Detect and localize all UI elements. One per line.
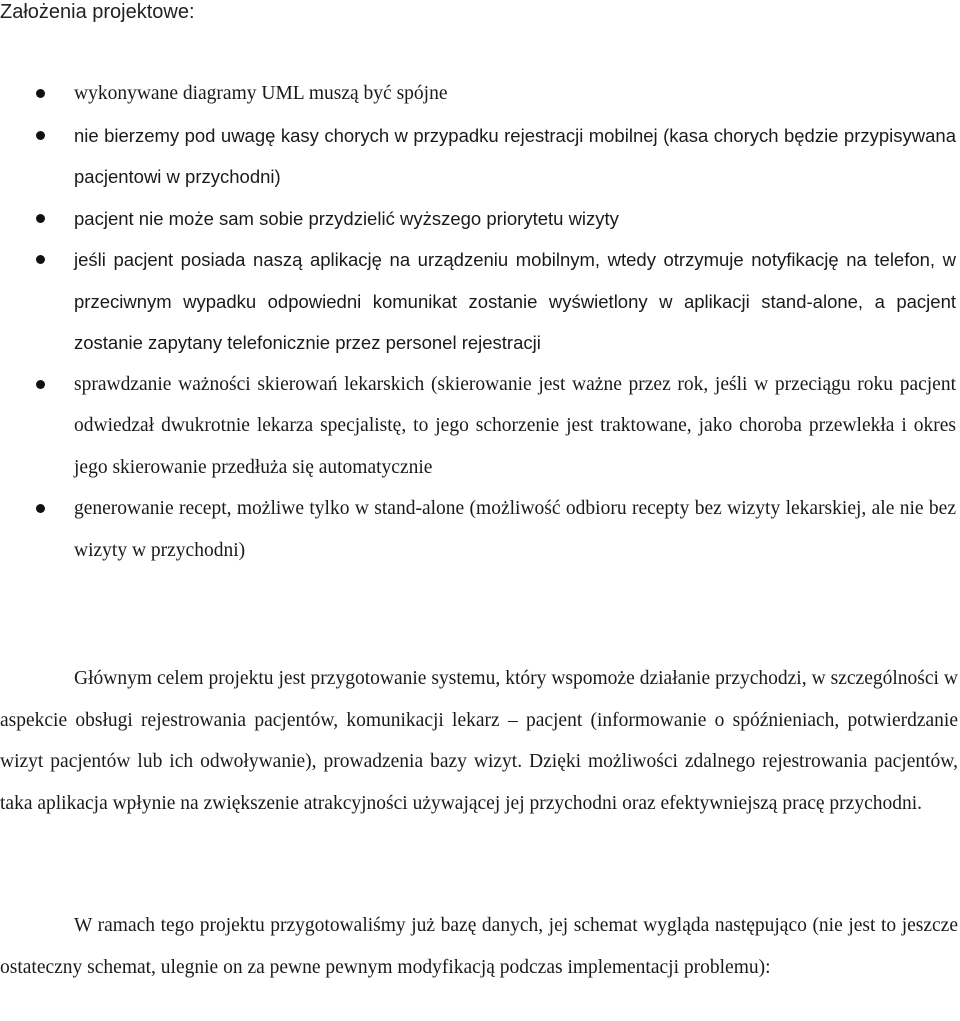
list-item-text: pacjent nie może sam sobie przydzielić wyższego priorytetu wizyty — [74, 207, 619, 229]
database-intro-paragraph: W ramach tego projektu przygotowaliśmy już bazę danych, jej schemat wygląda następująco (nie jest to jeszcze ostateczny schemat, ulegnie on za pewne pewnym modyfikacją podczas implementacji problemu): — [0, 915, 958, 978]
list-item-text: generowanie recept, możliwe tylko w stand-alone (możliwość odbioru recepty bez wizyty lekarskiej, ale nie bez wizyty w przychodni) — [74, 498, 956, 561]
bullet-icon — [36, 380, 45, 389]
list-item-text: jeśli pacjent posiada naszą aplikację na urządzeniu mobilnym, wtedy otrzymuje notyfikację na telefon, w przeciwnym wypadku odpowiedni komunikat zostanie wyświetlony w aplikacji stand-alone, a pacjent zostanie zapytany telefonicznie przez personel rejestracji — [74, 249, 956, 353]
bullet-icon — [36, 504, 45, 513]
list-item-text: nie bierzemy pod uwagę kasy chorych w przypadku rejestracji mobilnej (kasa chorych będzie przypisywana pacjentowi w przychodni) — [74, 124, 956, 187]
project-goal-paragraph: Głównym celem projektu jest przygotowanie systemu, który wspomoże działanie przychodzi, w szczególności w aspekcie obsługi rejestrowania pacjentów, komunikacji lekarz – pacjent (informowanie o spóźnieniach, potwierdzanie wizyt pacjentów lub ich odwoływanie), prowadzenia bazy wizyt. Dzięki możliwości zdalnego rejestrowania pacjentów, taka aplikacja wpłynie na zwiększenie atrakcyjności używającej jej przychodni oraz efektywniejszą pracę przychodni. — [0, 668, 958, 814]
list-item — [0, 198, 960, 240]
bullet-icon — [36, 255, 45, 264]
list-item — [0, 488, 960, 571]
list-item — [0, 73, 960, 115]
list-item — [0, 364, 960, 489]
bullet-icon — [36, 131, 45, 140]
list-item-text: sprawdzanie ważności skierowań lekarskich (skierowanie jest ważne przez rok, jeśli w przeciągu roku pacjent odwiedzał dwukrotnie lekarza specjalistę, to jego schorzenie jest traktowane, jako choroba przewlekła i okres jego skierowanie przedłuża się automatycznie — [74, 373, 956, 478]
assumptions-list — [0, 73, 960, 571]
bullet-icon — [36, 214, 45, 223]
list-item — [0, 239, 960, 364]
section-heading: Założenia projektowe: — [0, 1, 195, 23]
bullet-icon — [36, 89, 45, 98]
list-item-text: wykonywane diagramy UML muszą być spójne — [74, 83, 448, 104]
list-item — [0, 115, 960, 198]
